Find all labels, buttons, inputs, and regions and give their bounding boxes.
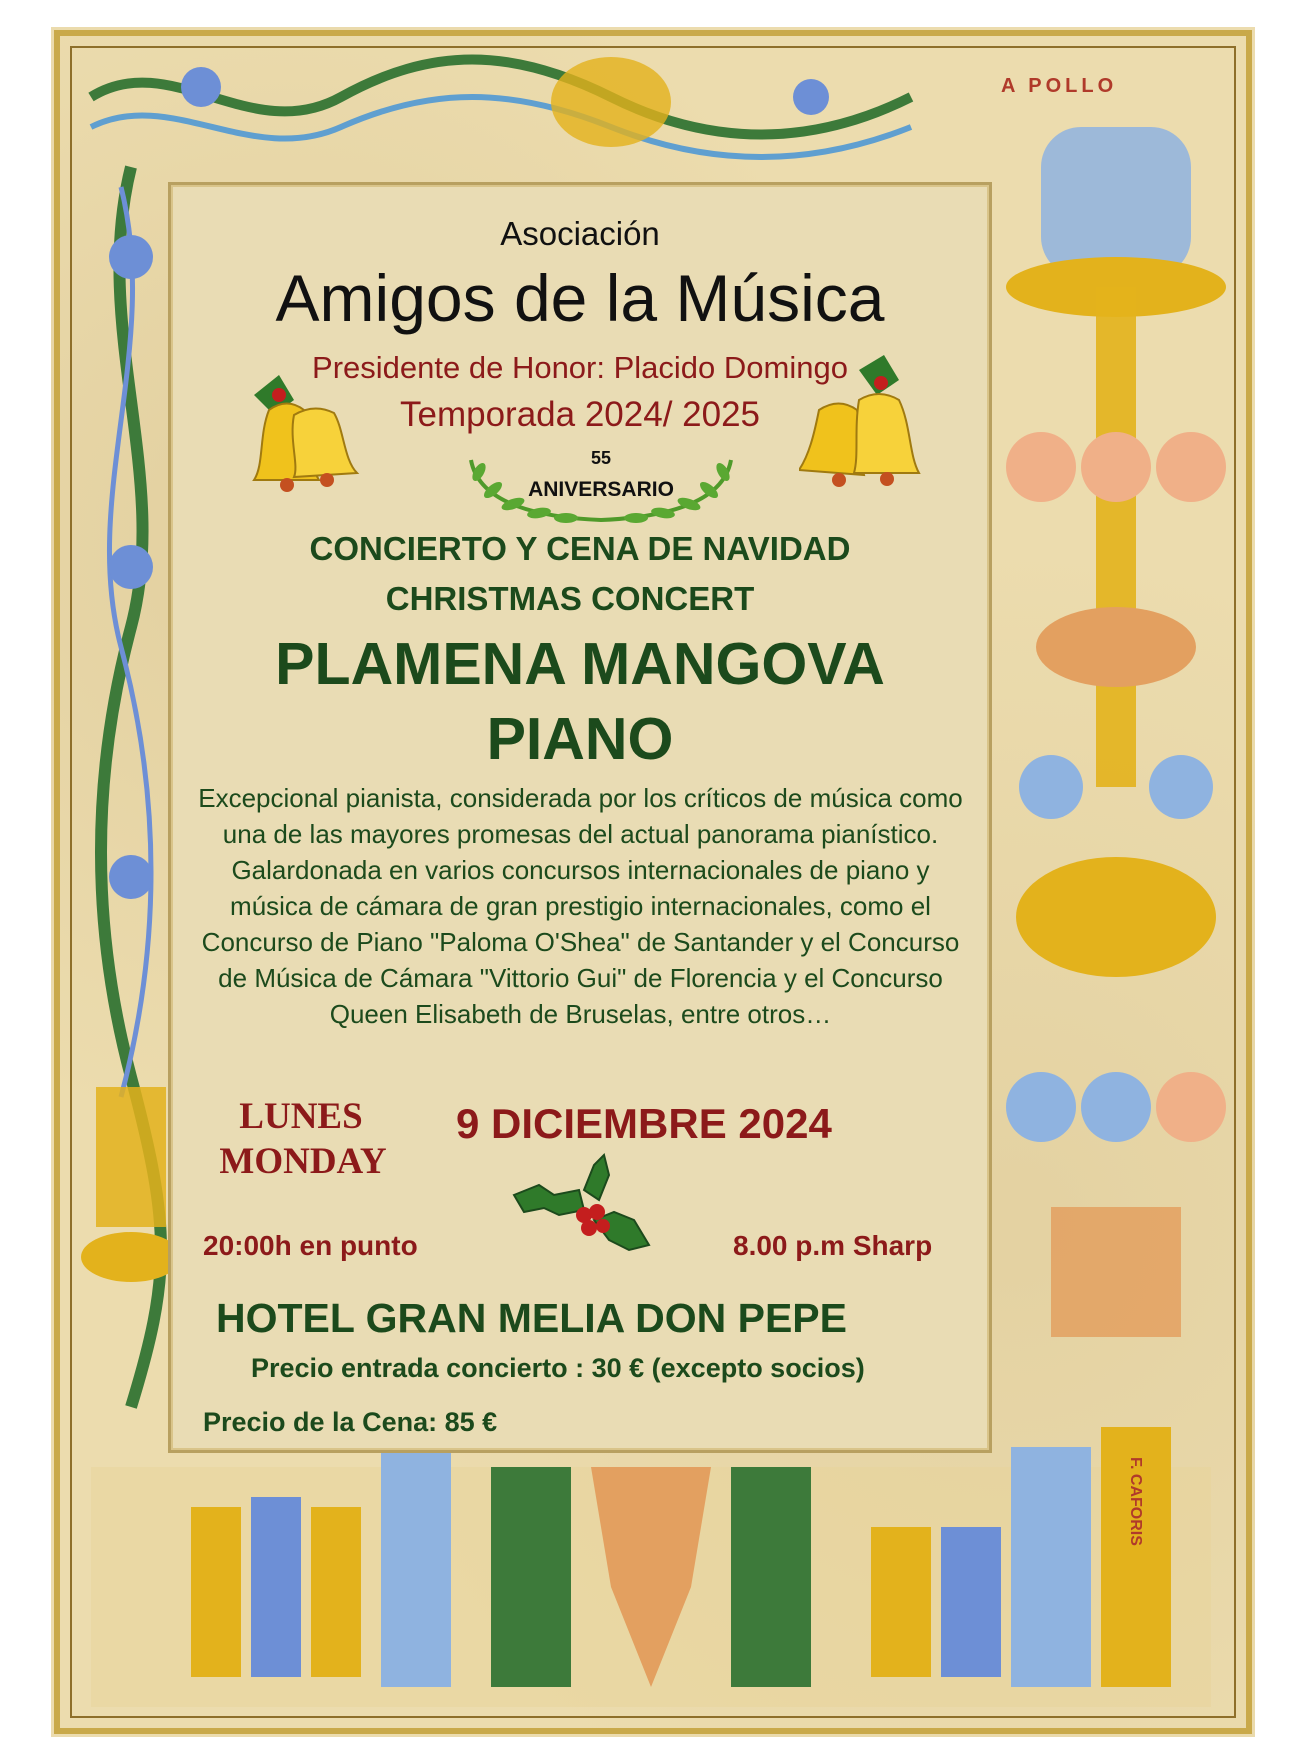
bottom-scene (91, 1427, 1211, 1707)
association-name: Amigos de la Música (275, 261, 885, 335)
dinner-price: Precio de la Cena: 85 € (203, 1407, 498, 1437)
anniversary-label: ANIVERSARIO (528, 478, 674, 501)
association-label: Asociación (500, 215, 660, 252)
text-panel (168, 182, 992, 1453)
artwork-signature: F. CAFORIS (1127, 1457, 1144, 1546)
event-date: 9 DICIEMBRE 2024 (456, 1100, 832, 1147)
holly-icon (509, 1150, 659, 1260)
honorary-president: Presidente de Honor: Placido Domingo (312, 350, 848, 385)
day-en: MONDAY (219, 1141, 387, 1182)
anniversary-wreath (461, 440, 741, 525)
season: Temporada 2024/ 2025 (400, 395, 760, 434)
bells-icon (799, 355, 929, 495)
instrument: PIANO (486, 706, 674, 772)
day-es: LUNES (239, 1096, 363, 1137)
right-figures-column (1006, 127, 1226, 1337)
time-es: 20:00h en punto (203, 1230, 418, 1261)
venue: HOTEL GRAN MELIA DON PEPE (216, 1295, 847, 1341)
performer-name: PLAMENA MANGOVA (275, 631, 885, 697)
top-vine-ornament (91, 57, 911, 157)
bells-icon (239, 365, 369, 505)
artwork-label: A POLLO (1001, 75, 1118, 97)
anniversary-number: 55 (590, 448, 612, 468)
time-en: 8.00 p.m Sharp (733, 1230, 933, 1261)
event-title-es: CONCIERTO Y CENA DE NAVIDAD (309, 530, 851, 567)
concert-poster (51, 27, 1255, 1737)
performer-description: Excepcional pianista, considerada por los críticos de música como una de las mayores promesas del actual panorama pianístico. Galardonada en varios concursos internacionales de piano y música de cámara de gran prestigio internacionales, como el Concurso de Piano "Paloma O'Shea" de Santander y el Concurso de Música de Cámara "Vittorio Gui" de Florencia y el Concurso Queen Elisabeth de Bruselas, entre otros… (198, 783, 963, 1029)
left-vine-column (81, 167, 181, 1407)
event-title-en: CHRISTMAS CONCERT (385, 580, 755, 617)
concert-price: Precio entrada concierto : 30 € (excepto socios) (251, 1353, 865, 1383)
